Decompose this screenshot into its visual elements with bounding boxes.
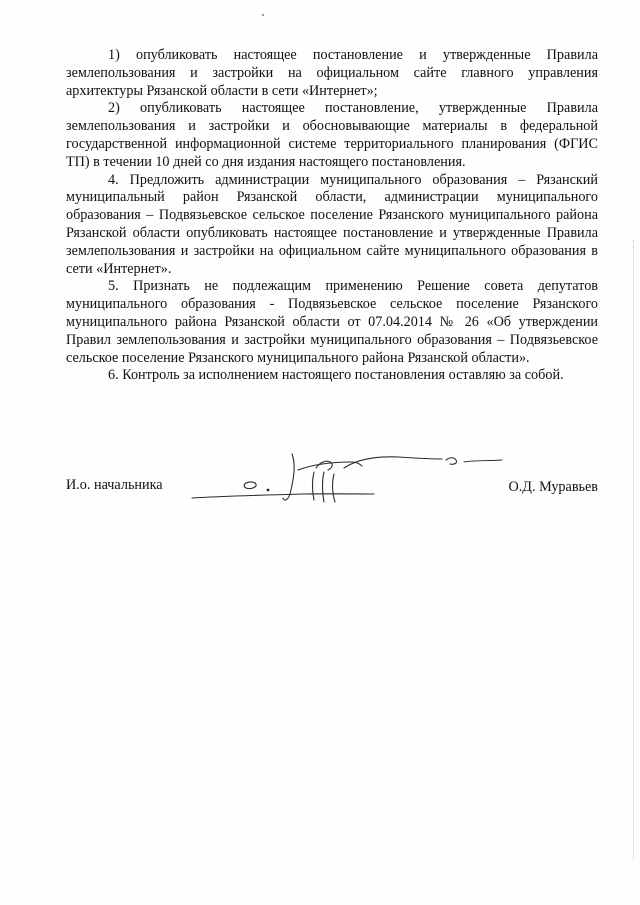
paragraph-item-6: 6. Контроль за исполнением настоящего постановления оставляю за собой.	[108, 367, 564, 384]
signatory-title: И.о. начальника	[66, 477, 163, 493]
paragraph-item-2: 2) опубликовать настоящее постановление, утвержденные Правила землепользования и застройки и обосновывающие материалы в федеральной государственной информационной системе территориального планирования (ФГИС ТП) в течении 10 дней со дня издания настоящего постановления.	[66, 100, 598, 170]
signature-row	[66, 472, 598, 512]
paragraph-item-5: 5. Признать не подлежащим применению Решение совета депутатов муниципального образования - Подвязьевское сельское поселение Рязанского муниципального района Рязанской области от 07.04.2014 № 26 «Об утверждении Правил землепользования и застройки муниципального образования – Подвязьевское сельское поселение Рязанского муниципального района Рязанской области».	[66, 278, 598, 366]
document-body	[66, 47, 598, 385]
signatory-name: О.Д. Муравьев	[508, 479, 598, 495]
scan-edge-artifact	[632, 240, 634, 860]
scan-speck	[262, 14, 264, 16]
handwritten-signature	[184, 450, 514, 510]
paragraph-item-1: 1) опубликовать настоящее постановление и утвержденные Правила землепользования и застройки на официальном сайте главного управления архитектуры Рязанской области в сети «Интернет»;	[66, 47, 598, 99]
paragraph-item-4: 4. Предложить администрации муниципального образования – Рязанский муниципальный район Рязанской области, администрации муниципального образования – Подвязьевское сельское поселение Рязанского муниципального района Рязанской области опубликовать настоящее постановление и утвержденные Правила землепользования и застройки на официальном сайте муниципального образования в сети «Интернет».	[66, 171, 598, 277]
